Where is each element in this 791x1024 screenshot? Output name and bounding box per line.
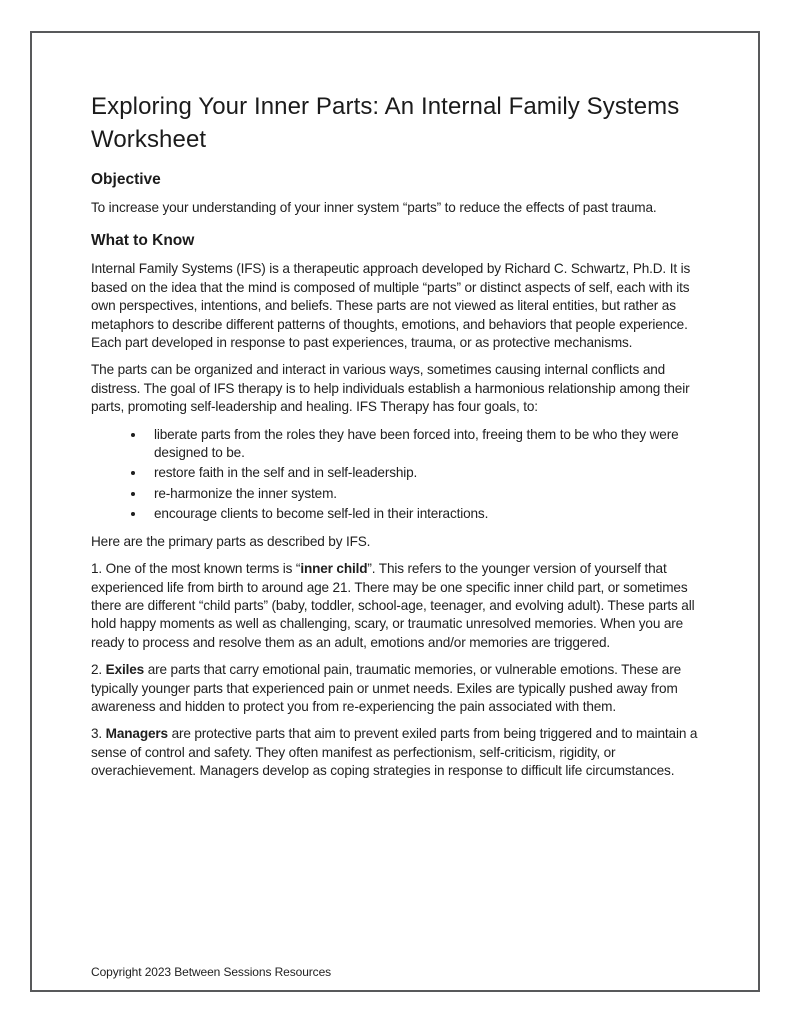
part-paragraph-inner-child <box>91 560 702 652</box>
part-text-pre: 1. One of the most known terms is “ <box>91 561 301 577</box>
part-paragraph-exiles <box>91 661 702 716</box>
part-text-pre: 2. <box>91 662 106 678</box>
objective-text: To increase your understanding of your inner system “parts” to reduce the effects of past trauma. <box>91 200 657 215</box>
part-text-pre: 3. <box>91 726 106 742</box>
ifs-goals-paragraph: The parts can be organized and interact in various ways, sometimes causing internal conflicts and distress. The goal of IFS therapy is to help individuals establish a harmonious relationship among their parts, promoting self-leadership and healing. IFS Therapy has four goals, to: <box>91 362 690 415</box>
goal-item: • restore faith in the self and in self-leadership. <box>146 464 702 482</box>
ifs-goals-list <box>91 426 702 524</box>
goal-item: • encourage clients to become self-led in their interactions. <box>146 505 702 523</box>
what-to-know-intro-paragraph: Internal Family Systems (IFS) is a therapeutic approach developed by Richard C. Schwartz, Ph.D. It is based on the idea that the mind is composed of multiple “parts” or distinct aspects of self, each with its own perspectives, intentions, and beliefs. These parts are not viewed as literal entities, but rather as metaphors to describe different patterns of thoughts, emotions, and behaviors that people experience. Each part developed in response to past experiences, trauma, or as protective mechanisms. <box>91 261 691 351</box>
part-term: Exiles <box>105 662 145 678</box>
worksheet-page <box>30 31 760 992</box>
section-heading-what-to-know: What to Know <box>91 232 195 250</box>
goal-item: • liberate parts from the roles they have been forced into, freeing them to be who they were designed to be. <box>146 426 702 463</box>
section-heading-objective: Objective <box>91 171 161 188</box>
part-text-post: ”. This refers to the younger version of yourself that experienced life from birth to around age 21. There may be one specific inner child part, or sometimes there are different “child parts” (baby, toddler, school-age, teenager, and evolving adult). These parts all hold happy moments as well as challenging, scary, or traumatic unresolved memories. When you are ready to process and resolve them as an adult, emotions and/or memories are triggered. <box>91 561 695 650</box>
part-term: Managers <box>105 726 168 742</box>
primary-parts-intro: Here are the primary parts as described by IFS. <box>91 533 371 549</box>
part-term: inner child <box>300 561 368 577</box>
page-content <box>32 33 758 781</box>
part-text-post: are protective parts that aim to prevent exiled parts from being triggered and to maintain a sense of control and safety. They often manifest as perfectionism, self-criticism, rigidity, or overachievement. Managers develop as coping strategies in response to difficult life circumstances. <box>91 726 698 779</box>
goal-item: • re-harmonize the inner system. <box>146 485 702 503</box>
page-title: Exploring Your Inner Parts: An Internal Family Systems Worksheet <box>91 93 680 153</box>
part-paragraph-managers <box>91 725 702 780</box>
part-text-post: are parts that carry emotional pain, traumatic memories, or vulnerable emotions. These are typically younger parts that experienced pain or unmet needs. Exiles are typically pushed away from awareness and hidden to protect you from re-experiencing the pain associated with them. <box>91 662 681 714</box>
copyright-text: Copyright 2023 Between Sessions Resources <box>91 965 332 979</box>
